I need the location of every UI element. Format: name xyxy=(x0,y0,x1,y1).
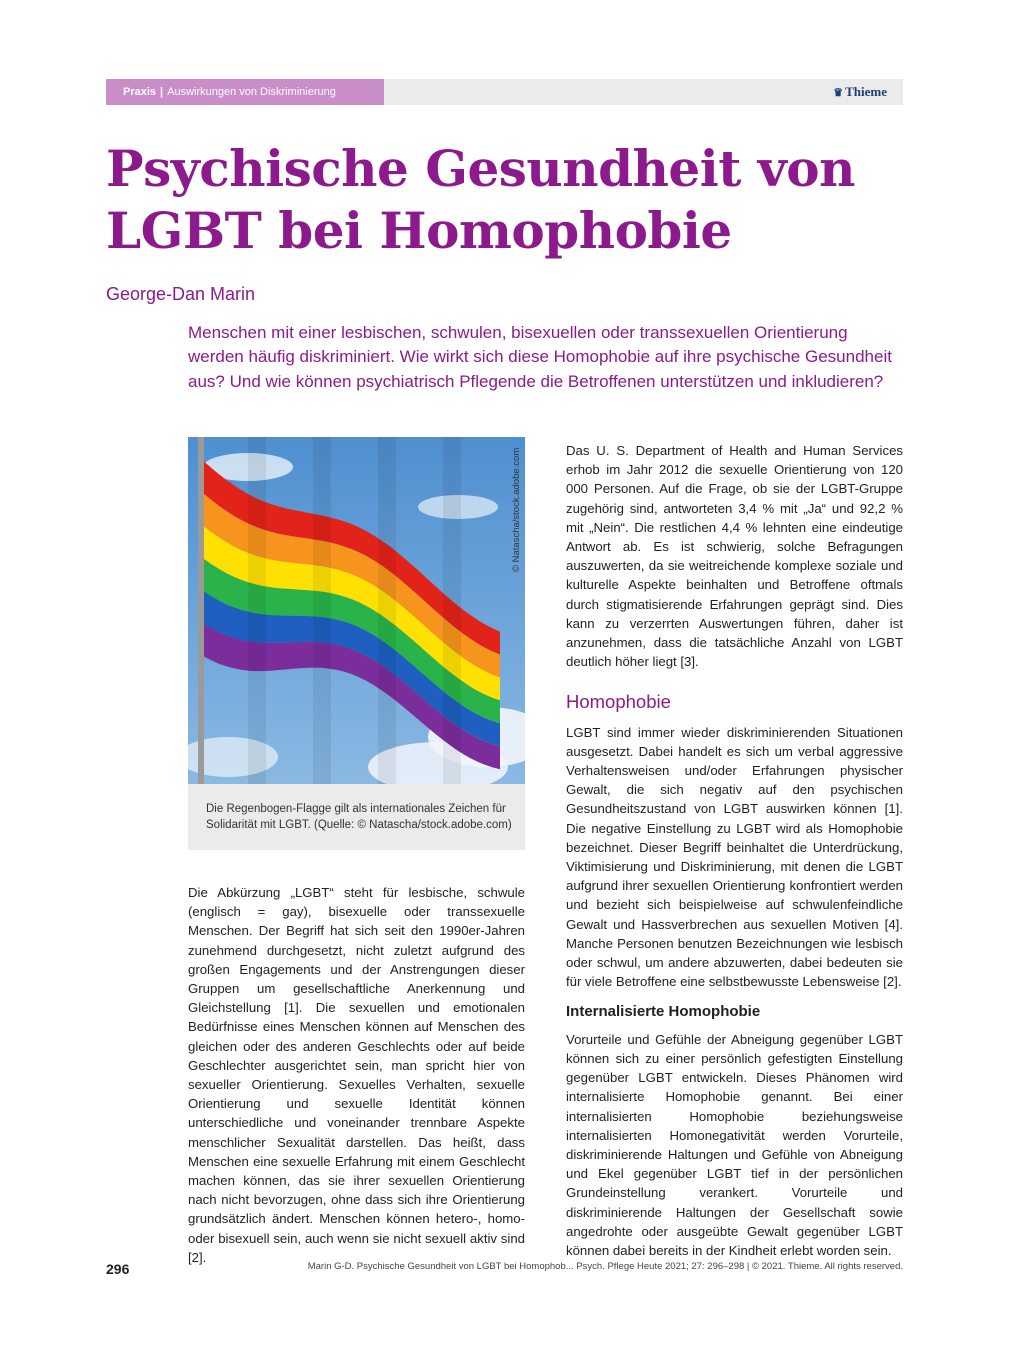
page-number: 296 xyxy=(106,1261,130,1277)
flag-fold-shadow xyxy=(248,437,266,784)
lead-paragraph: Menschen mit einer lesbischen, schwulen, bisexuellen oder transsexuellen Orientierung werden häufig diskriminiert. Wie wirkt sich diese Homophobie auf ihre psychische Gesundheit aus? Und wie können psychiatrisch Pflegende die Betroffenen unterstützen und inkludieren? xyxy=(188,323,892,391)
right-column xyxy=(566,441,903,1260)
footer-citation: Marin G-D. Psychische Gesundheit von LGBT bei Homophob... Psych. Pflege Heute 2021; 27: 296–298 | © 2021. Thieme. All rights reserved. xyxy=(307,1261,903,1272)
section-label: Praxis xyxy=(123,86,157,98)
image-credit: © Natascha/stock.adobe.com xyxy=(511,447,522,572)
publisher-name: Thieme xyxy=(845,84,887,99)
section-topic: Auswirkungen von Diskriminierung xyxy=(167,86,336,98)
rainbow-flag-illustration xyxy=(188,437,525,784)
left-column xyxy=(188,883,525,1267)
figure-caption: Die Regenbogen-Flagge gilt als internationales Zeichen für Solidarität mit LGBT. (Quelle: © Natascha/stock.adobe.com) xyxy=(188,784,525,850)
section-tab xyxy=(106,79,384,105)
title-line-1: Psychische Gesundheit von xyxy=(106,139,855,198)
flag-fold-shadow xyxy=(313,437,331,784)
author-name: George-Dan Marin xyxy=(106,284,256,304)
article-title xyxy=(106,138,926,262)
title-line-2: LGBT bei Homophobie xyxy=(106,201,732,260)
body-paragraph: Die Abkürzung „LGBT“ steht für lesbische, schwule (englisch = gay), bisexuelle oder transsexuelle Menschen. Der Begriff hat sich seit den 1990er-Jahren zunehmend durchgesetzt, nicht zuletzt aufgrund des großen Engagements und der Anstrengungen dieser Gruppen um gesellschaftliche Anerkennung und Gleichstellung [1]. Die sexuellen und emotionalen Bedürfnisse eines Menschen können auf Menschen des gleichen oder des anderen Geschlechts oder auf beide Geschlechter ausgerichtet sein, man spricht hier von sexueller Orientierung. Sexuelles Verhalten, sexuelle Orientierung und sexuelle Identität können unterschiedliche und voneinander trennbare Aspekte menschlicher Sexualität darstellen. Das heißt, dass Menschen eine sexuelle Erfahrung mit einem Geschlecht machen können, das sie ihrer sexuellen Orientierung nach nicht bevorzugen, ohne dass sich ihre Orientierung grundsätzlich ändert. Menschen können hetero-, homo- oder bisexuell sein, auch wenn sie nicht sexuell aktiv sind [2]. xyxy=(188,885,525,1265)
body-paragraph: Vorurteile und Gefühle der Abneigung gegenüber LGBT können sich zu einer persönlich gefestigten Einstellung gegenüber LGBT entwickeln. Dieses Phänomen wird internalisierte Homophobie genannt. Bei einer internalisierten Homophobie beziehungsweise internalisierten Homonegativität werden Vorurteile, diskriminierende Haltungen und Gefühle von Abneigung und Ekel gegenüber LGBT tief in der persönlichen Grundeinstellung verankert. Vorurteile und diskriminierende Haltungen der Gesellschaft sowie angedrohte oder ausgeübte Gewalt gegenüber LGBT können dabei bereits in der Kindheit erlebt worden sein. xyxy=(566,1031,903,1258)
flag-fold-shadow xyxy=(378,437,396,784)
flag-pole xyxy=(198,437,204,784)
rainbow-flag-image xyxy=(188,437,525,784)
body-paragraph: Das U. S. Department of Health and Human Services erhob im Jahr 2012 die sexuelle Orientierung von 120 000 Personen. Auf die Frage, ob sie der LGBT-Gruppe zugehörig sind, antworteten 3,4 % mit „Ja“ und 92,2 % mit „Nein“. Die restlichen 4,4 % lehnten eine eindeutige Antwort ab. Es ist schwierig, solche Befragungen auszuwerten, da sie weitreichende komplexe soziale und kulturelle Aspekte beinhalten und Betroffene oftmals durch stigmatisierende Erfahrungen geprägt sind. Dies kann zu verzerrten Auswertungen führen, daher ist anzunehmen, dass die tatsächliche Anzahl von LGBT deutlich höher liegt [3]. xyxy=(566,443,903,670)
thieme-logo-icon: ♛ xyxy=(833,87,844,99)
section-separator: | xyxy=(160,86,164,98)
publisher-logo xyxy=(833,79,887,105)
heading-homophobie: Homophobie xyxy=(566,691,671,713)
heading-internalisierte-homophobie: Internalisierte Homophobie xyxy=(566,1003,761,1021)
body-paragraph: LGBT sind immer wieder diskriminierenden Situationen ausgesetzt. Dabei handelt es sich um verbal aggressive Verhaltensweisen und/oder Erfahrungen physischer Gewalt, die sich negativ auf den psychischen Gesundheitszustand von LGBT auswirken können [1]. Die negative Einstellung zu LGBT wird als Homophobie bezeichnet. Dieser Begriff beinhaltet die Unterdrückung, Viktimisierung und Diskriminierung, mit denen die LGBT aufgrund ihrer sexuellen Orientierung konfrontiert werden und bezieht sich beispielweise auf schwulenfeindliche Gewalt und Hassverbrechen aus sexuellen Motiven [4]. Manche Personen benutzen Bezeichnungen wie lesbisch oder schwul, um andere abzuwerten, dabei bedeuten sie für viele Betroffene eine selbstbewusste Lebensweise [2]. xyxy=(566,724,903,990)
running-header xyxy=(106,79,903,105)
flag-fold-shadow xyxy=(443,437,461,784)
